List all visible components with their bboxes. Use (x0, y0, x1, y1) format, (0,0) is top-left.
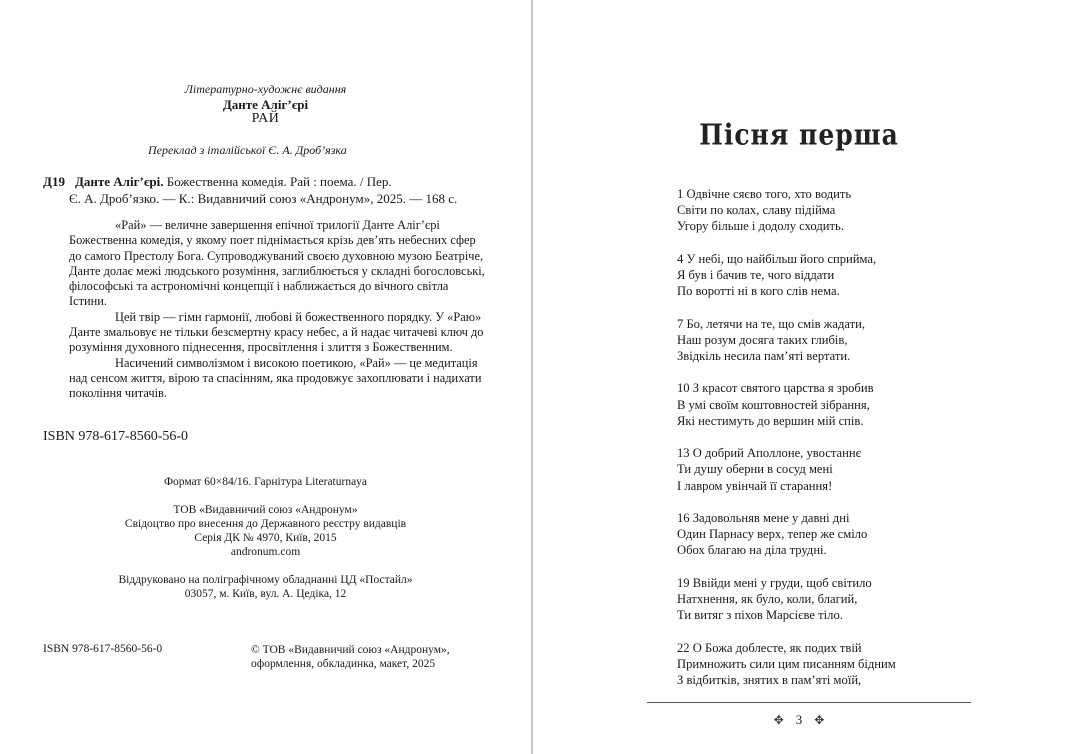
printer-info (0, 573, 531, 601)
chapter-title: Пісня перша (699, 117, 899, 152)
annotation-paragraph: Цей твір — гімн гармонії, любові й божественного порядку. У «Раю» Данте змальовує не тільки безсмертну красу небес, а й надає читачеві ключ до розуміння духовного піднесення, просвітлення і злиття з Божественним. (69, 309, 484, 355)
stanza (677, 445, 997, 494)
translator-credit: Переклад з італійської Є. А. Дроб’язка (148, 143, 347, 157)
right-page (533, 0, 1065, 754)
catalog-line-2: Є. А. Дроб’язко. — К.: Видавничий союз «Андронум», 2025. — 168 с. (69, 191, 458, 206)
verse-line: Які нестимуть до вершин мій спів. (677, 413, 864, 428)
verse-line: Наш розум досяга таких глибів, (677, 332, 848, 347)
verse-line: Примножить сили цим писанням бідним (677, 656, 896, 671)
verse-line: Звідкіль несила пам’яті вертати. (677, 349, 851, 363)
verse-line: 19 Ввійди мені у груди, щоб світило (677, 575, 872, 590)
verse-line: З відбитків, знятих в пам’яті моїй, (677, 672, 862, 687)
verse-line: Обох благаю на діла трудні. (677, 543, 827, 558)
verse-line: Я був і бачив те, чого віддати (677, 268, 835, 282)
copyright-line: оформлення, обкладинка, макет, 2025 (251, 658, 436, 670)
publisher-website: andronum.com (230, 546, 301, 558)
series-label: Літературно-художнє видання (184, 82, 347, 96)
verse-line: 7 Бо, летячи на те, що смів жадати, (677, 316, 866, 331)
catalog-code: Д19 (43, 174, 65, 189)
catalog-description: Божественна комедія. Рай : поема. / Пер. (163, 174, 392, 189)
stanza (677, 380, 997, 429)
verse-line: Ти душу оберни в сосуд мені (677, 462, 833, 477)
poem-text (677, 186, 997, 704)
isbn: ISBN 978-617-8560-56-0 (43, 429, 189, 444)
publisher-series: Серія ДК № 4970, Київ, 2015 (194, 532, 337, 544)
publisher-certificate: Свідоцтво про внесення до Державного реєстру видавців (124, 518, 407, 530)
publisher-info (0, 503, 531, 559)
footer-rule (647, 702, 971, 703)
book-author: Данте Аліг’єрі (222, 97, 309, 112)
page-footer (533, 712, 1065, 728)
left-page (0, 0, 531, 754)
verse-line: 22 О Божа доблесте, як подих твій (677, 640, 862, 655)
page-number: 3 (795, 712, 803, 727)
printer-name: Віддруковано на поліграфічному обладнанні ЦД «Постайл» (118, 574, 413, 586)
stanza (677, 251, 997, 300)
annotation-paragraph: «Рай» — величне завершення епічної трилогії Данте Аліг’єрі Божественна комедія, у якому поет піднімається крізь дев’ять небесних сфер до самого Престолу Бога. Супроводжуваний своєю духовною музою Беатріче, Данте долає межі людського розуміння, заглиблюється у складні богословські, філософські та астрономічні концепції і наближається до вічного світла Істини. (69, 218, 485, 309)
verse-line: По воротті ні в кого слів нема. (677, 284, 840, 299)
verse-line: 1 Одвічне сяєво того, хто водить (677, 187, 852, 201)
stanza (677, 640, 997, 689)
annotation-paragraph: Насичений символізмом і високою поетикою, «Рай» — це медитація над сенсом життя, вірою та спасінням, яка продовжує захоплювати і надихати покоління читачів. (69, 355, 482, 401)
verse-line: Угору більше і додолу сходить. (677, 219, 844, 234)
stanza (677, 575, 997, 624)
stanza (677, 510, 997, 559)
verse-line: В умі своїм коштовностей зібрання, (677, 397, 870, 412)
stanza (677, 186, 997, 235)
catalog-entry (43, 173, 493, 207)
catalog-author: Данте Аліг’єрі. (74, 174, 164, 189)
verse-line: 16 Задовольняв мене у давні дні (677, 510, 850, 525)
fleuron-icon: ✥ (814, 713, 825, 727)
printer-address: 03057, м. Київ, вул. А. Цедіка, 12 (184, 588, 347, 600)
catalog-line-1 (43, 173, 493, 190)
verse-line: Натхнення, як було, коли, благий, (677, 591, 858, 606)
stanza (677, 316, 997, 365)
annotation (69, 218, 487, 402)
verse-line: І лавром увінчай її старання! (677, 478, 833, 493)
verse-line: Ти витяг з піхов Марсієве тіло. (677, 608, 843, 623)
format-info: Формат 60×84/16. Гарнітура Literaturnaya (163, 476, 368, 488)
verse-line: Один Парнасу верх, тепер же сміло (677, 527, 868, 542)
copyright-notice (251, 643, 450, 671)
isbn-footer: ISBN 978-617-8560-56-0 (43, 643, 163, 655)
book-title: РАЙ (251, 111, 280, 126)
verse-line: Світи по колах, славу підійма (677, 203, 836, 218)
verse-line: 10 З красот святого царства я зробив (677, 381, 874, 396)
verse-line: 13 О добрий Аполлоне, увостаннє (677, 446, 861, 461)
verse-line: 4 У небі, що найбільш його сприйма, (677, 251, 877, 266)
fleuron-icon: ✥ (773, 713, 784, 727)
copyright-line: © ТОВ «Видавничий союз «Андронум», (251, 644, 450, 656)
publisher-name: ТОВ «Видавничий союз «Андронум» (173, 504, 358, 516)
